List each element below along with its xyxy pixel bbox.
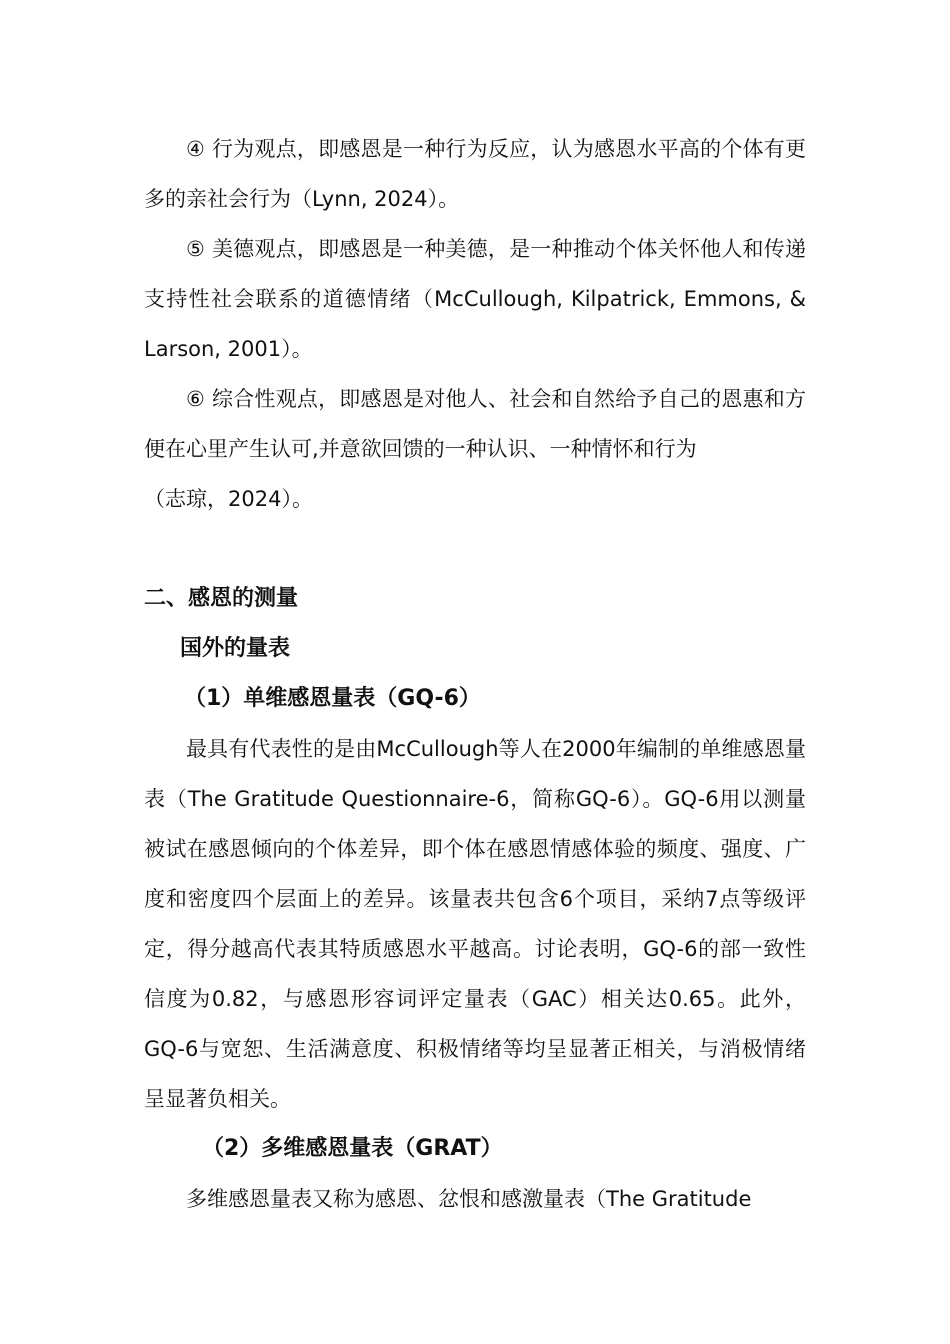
document-body <box>144 124 806 1224</box>
paragraph-integrated-view-citation: （志琼，2024）。 <box>144 487 313 511</box>
paragraph-behavior-view: ④ 行为观点，即感恩是一种行为反应，认为感恩水平高的个体有更多的亲社会行为（Lynn, 2024）。 <box>144 137 806 211</box>
scale1-heading: （1）单维感恩量表（GQ-6） <box>184 686 481 711</box>
paragraph-integrated-view: ⑥ 综合性观点，即感恩是对他人、社会和自然给予自己的恩惠和方便在心里产生认可,并意欲回馈的一种认识、一种情怀和行为 <box>144 387 806 461</box>
scale1-paragraph: 最具有代表性的是由McCullough等人在2000年编制的单维感恩量表（The Gratitude Questionnaire-6，简称GQ-6）。GQ-6用以测量被试在感恩倾向的个体差异，即个体在感恩情感体验的频度、强度、广度和密度四个层面上的差异。该量表共包含6个项目，采纳7点等级评定，得分越高代表其特质感恩水平越高。讨论表明，GQ-6的部一致性信度为0.82，与感恩形容词评定量表（GAC）相关达0.65。此外，GQ-6与宽恕、生活满意度、积极情绪等均呈显著正相关，与消极情绪呈显著负相关。 <box>144 737 806 1111</box>
scale2-paragraph: 多维感恩量表又称为感恩、忿恨和感激量表（The Gratitude <box>186 1187 752 1211</box>
scale2-heading: （2）多维感恩量表（GRAT） <box>202 1136 503 1161</box>
subsection-heading: 国外的量表 <box>180 636 291 661</box>
paragraph-virtue-view: ⑤ 美德观点，即感恩是一种美德，是一种推动个体关怀他人和传递支持性社会联系的道德情绪（McCullough, Kilpatrick, Emmons, & Larson, 2001）。 <box>144 237 806 361</box>
spacer <box>144 524 806 574</box>
section-heading: 二、感恩的测量 <box>144 586 299 611</box>
